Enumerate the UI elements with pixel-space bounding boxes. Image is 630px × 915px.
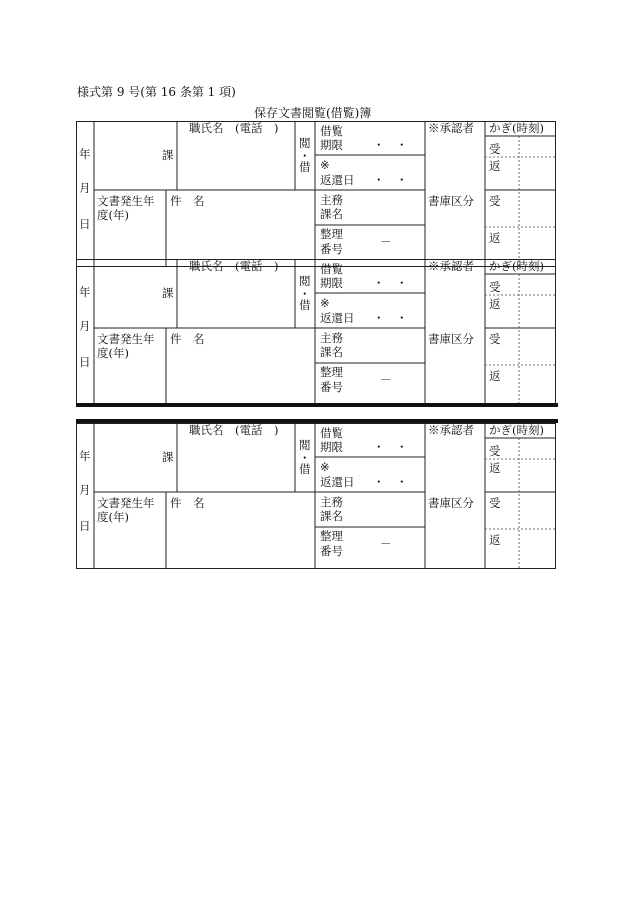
return-date-label: 返還日 — [320, 475, 355, 489]
return-label: 返 — [489, 231, 501, 245]
approver-label: ※承認者 — [428, 259, 474, 273]
return-date-label: 返還日 — [320, 311, 355, 325]
day-label: 日 — [79, 355, 91, 369]
return-label: 返 — [489, 461, 501, 475]
subject-label: 件 名 — [170, 496, 205, 510]
borrow-period-date: ・ ・ — [373, 138, 408, 152]
year-label: 年 — [79, 285, 91, 299]
borrow-period-label: 期限 — [320, 138, 343, 152]
return-date-value: ・ ・ — [373, 311, 408, 325]
receive-label: 受 — [489, 444, 501, 458]
key-time-label: かぎ(時刻) — [489, 423, 544, 437]
year-label: 年 — [79, 449, 91, 463]
receive-label: 受 — [489, 332, 501, 346]
charge-section-label: 課名 — [320, 509, 343, 523]
borrow-period-date: ・ ・ — [373, 276, 408, 290]
day-label: 日 — [79, 519, 91, 533]
borrow-period-label: 借覧 — [320, 262, 343, 276]
ledger-entry — [76, 423, 556, 569]
return-date-label: 返還日 — [320, 173, 355, 187]
month-label: 月 — [79, 181, 91, 195]
registration-number-label: 番号 — [320, 380, 343, 394]
return-label: 返 — [489, 533, 501, 547]
archive-label: 書庫区分 — [428, 332, 474, 346]
borrow-label: 借 — [299, 462, 311, 476]
ledger-entry — [76, 121, 556, 267]
archive-label: 書庫区分 — [428, 496, 474, 510]
registration-dash: － — [380, 373, 392, 387]
archive-label: 書庫区分 — [428, 194, 474, 208]
view-label: 閲 — [299, 274, 311, 288]
registration-dash: － — [380, 537, 392, 551]
subject-label: 件 名 — [170, 194, 205, 208]
return-label: 返 — [489, 369, 501, 383]
key-time-label: かぎ(時刻) — [489, 259, 544, 273]
month-label: 月 — [79, 319, 91, 333]
borrow-period-date: ・ ・ — [373, 440, 408, 454]
borrow-period-label: 借覧 — [320, 426, 343, 440]
doc-year-label: 度(年) — [97, 346, 129, 360]
registration-number-label: 整理 — [320, 529, 343, 543]
borrow-period-label: 借覧 — [320, 124, 343, 138]
view-label: 閲 — [299, 438, 311, 452]
view-borrow-dot: ・ — [299, 451, 311, 465]
doc-year-label: 文書発生年 — [97, 496, 155, 510]
approver-label: ※承認者 — [428, 121, 474, 135]
form-number: 様式第 9 号(第 16 条第 1 項) — [77, 85, 236, 99]
doc-year-label: 文書発生年 — [97, 332, 155, 346]
view-borrow-dot: ・ — [299, 149, 311, 163]
registration-number-label: 整理 — [320, 365, 343, 379]
charge-section-label: 主務 — [320, 193, 343, 207]
year-label: 年 — [79, 147, 91, 161]
borrow-label: 借 — [299, 298, 311, 312]
receive-label: 受 — [489, 142, 501, 156]
return-date-value: ・ ・ — [373, 475, 408, 489]
borrow-period-label: 期限 — [320, 276, 343, 290]
approver-label: ※承認者 — [428, 423, 474, 437]
section-label: 課 — [162, 148, 174, 162]
section-label: 課 — [162, 286, 174, 300]
receive-label: 受 — [489, 496, 501, 510]
charge-section-label: 課名 — [320, 207, 343, 221]
return-label: 返 — [489, 159, 501, 173]
mark-label: ※ — [320, 158, 330, 172]
borrow-label: 借 — [299, 160, 311, 174]
section-label: 課 — [162, 450, 174, 464]
view-borrow-dot: ・ — [299, 287, 311, 301]
charge-section-label: 課名 — [320, 345, 343, 359]
day-label: 日 — [79, 217, 91, 231]
registration-number-label: 番号 — [320, 544, 343, 558]
receive-label: 受 — [489, 280, 501, 294]
registration-number-label: 番号 — [320, 242, 343, 256]
doc-year-label: 度(年) — [97, 510, 129, 524]
return-label: 返 — [489, 297, 501, 311]
month-label: 月 — [79, 483, 91, 497]
doc-year-label: 文書発生年 — [97, 194, 155, 208]
key-time-label: かぎ(時刻) — [489, 121, 544, 135]
view-label: 閲 — [299, 136, 311, 150]
charge-section-label: 主務 — [320, 495, 343, 509]
mark-label: ※ — [320, 296, 330, 310]
page-separator — [76, 403, 558, 407]
doc-year-label: 度(年) — [97, 208, 129, 222]
subject-label: 件 名 — [170, 332, 205, 346]
staff-name-label: 職氏名 (電話 ) — [189, 121, 279, 135]
registration-dash: － — [380, 235, 392, 249]
borrow-period-label: 期限 — [320, 440, 343, 454]
return-date-value: ・ ・ — [373, 173, 408, 187]
charge-section-label: 主務 — [320, 331, 343, 345]
registration-number-label: 整理 — [320, 227, 343, 241]
document-title: 保存文書閲覧(借覧)簿 — [254, 106, 372, 120]
mark-label: ※ — [320, 460, 330, 474]
staff-name-label: 職氏名 (電話 ) — [189, 423, 279, 437]
receive-label: 受 — [489, 194, 501, 208]
ledger-entry — [76, 259, 556, 405]
staff-name-label: 職氏名 (電話 ) — [189, 259, 279, 273]
